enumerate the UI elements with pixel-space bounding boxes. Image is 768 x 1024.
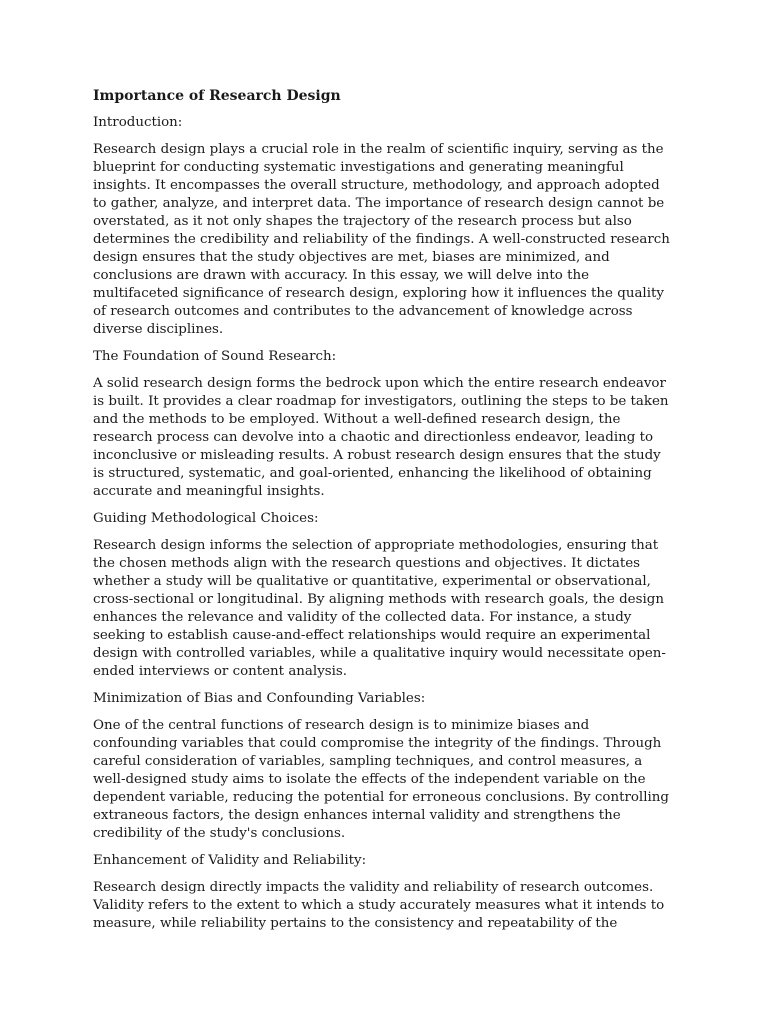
section-heading-methodological-choices: Guiding Methodological Choices: <box>93 511 319 526</box>
section-heading-introduction: Introduction: <box>93 115 183 130</box>
paragraph-foundation: A solid research design forms the bedrock upon which the entire research endeavor is built. It provides a clear roadmap for investigators, outlining the steps to be taken and the methods to be employed. Without a well-defined research design, the research process can devolve into a chaotic and directionless endeavor, leading to inconclusive or misleading results. A robust research design ensures that the study is structured, systematic, and goal-oriented, enhancing the likelihood of obtaining accurate and meaningful insights. <box>93 376 669 499</box>
section-heading-foundation: The Foundation of Sound Research: <box>93 349 337 364</box>
paragraph-bias-minimization: One of the central functions of research design is to minimize biases and confounding variables that could compromise the integrity of the findings. Through careful consideration of variables, sampling techniques, and control measures, a well-designed study aims to isolate the effects of the independent variable on the dependent variable, reducing the potential for erroneous conclusions. By controlling extraneous factors, the design enhances internal validity and strengthens the credibility of the study's conclusions. <box>93 718 669 841</box>
document-page <box>93 87 673 942</box>
document-title: Importance of Research Design <box>93 88 341 104</box>
section-heading-bias-minimization: Minimization of Bias and Confounding Variables: <box>93 691 426 706</box>
section-heading-validity-reliability: Enhancement of Validity and Reliability: <box>93 853 367 868</box>
paragraph-methodological-choices: Research design informs the selection of appropriate methodologies, ensuring that the chosen methods align with the research questions and objectives. It dictates whether a study will be qualitative or quantitative, experimental or observational, cross-sectional or longitudinal. By aligning methods with research goals, the design enhances the relevance and validity of the collected data. For instance, a study seeking to establish cause-and-effect relationships would require an experimental design with controlled variables, while a qualitative inquiry would necessitate open-ended interviews or content analysis. <box>93 538 666 679</box>
paragraph-validity-reliability: Research design directly impacts the validity and reliability of research outcomes. Validity refers to the extent to which a study accurately measures what it intends to measure, while reliability pertains to the consistency and repeatability of the <box>93 880 665 931</box>
paragraph-introduction: Research design plays a crucial role in the realm of scientific inquiry, serving as the blueprint for conducting systematic investigations and generating meaningful insights. It encompasses the overall structure, methodology, and approach adopted to gather, analyze, and interpret data. The importance of research design cannot be overstated, as it not only shapes the trajectory of the research process but also determines the credibility and reliability of the findings. A well-constructed research design ensures that the study objectives are met, biases are minimized, and conclusions are drawn with accuracy. In this essay, we will delve into the multifaceted significance of research design, exploring how it influences the quality of research outcomes and contributes to the advancement of knowledge across diverse disciplines. <box>93 142 670 337</box>
